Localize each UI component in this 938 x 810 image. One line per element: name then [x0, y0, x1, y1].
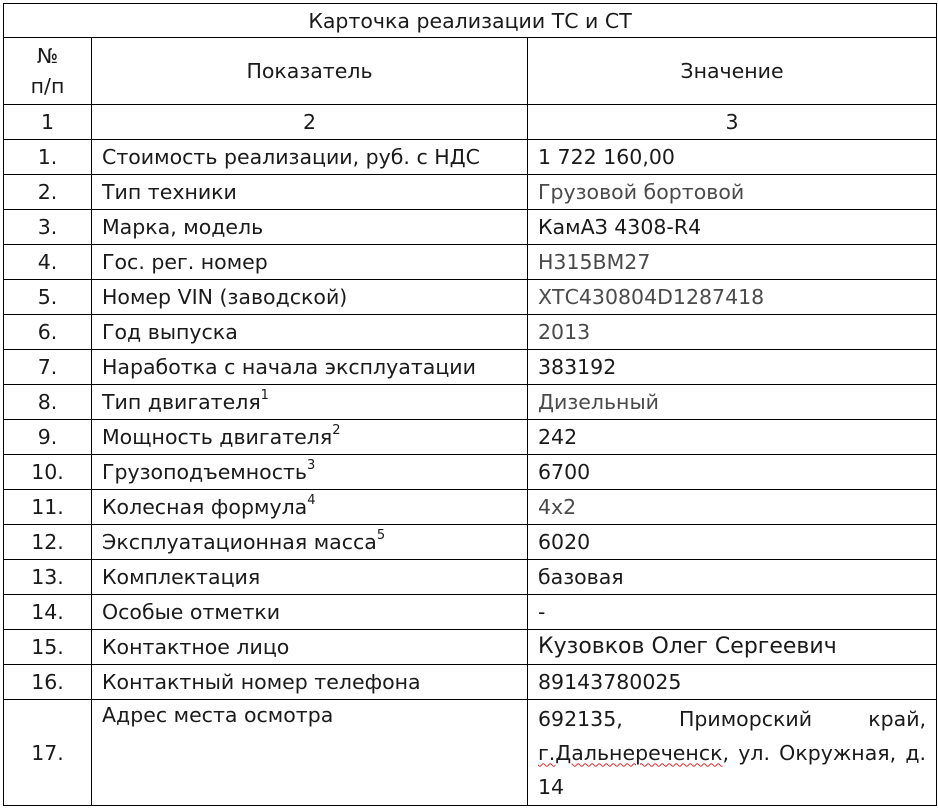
address-line-2	[538, 736, 926, 770]
address-street: , ул. Окружная, д.	[722, 740, 927, 765]
table-row	[4, 210, 937, 245]
address-line-3: 14	[538, 774, 565, 799]
table-row	[4, 280, 937, 315]
address-city: г.Дальнереченск	[538, 740, 723, 765]
row-number: 5.	[4, 280, 92, 315]
column-numbers-row	[4, 105, 937, 140]
row-value: 2013	[528, 315, 937, 350]
row-number: 2.	[4, 175, 92, 210]
row-number: 3.	[4, 210, 92, 245]
row-value: 4х2	[528, 490, 937, 525]
row-number: 6.	[4, 315, 92, 350]
row-label: Эксплуатационная масса	[102, 530, 377, 554]
row-value: Дизельный	[528, 385, 937, 420]
table-row	[4, 175, 937, 210]
column-number-3: 3	[528, 105, 937, 140]
row-value: 242	[528, 420, 937, 455]
row-number: 10.	[4, 455, 92, 490]
row-label: Грузоподъемность	[102, 460, 308, 484]
row-value: 383192	[528, 350, 937, 385]
row-value: ХТС430804D1287418	[528, 280, 937, 315]
row-number: 7.	[4, 350, 92, 385]
row-label: Особые отметки	[92, 595, 528, 630]
table-row	[4, 315, 937, 350]
header-indicator: Показатель	[92, 38, 528, 105]
table-row	[4, 140, 937, 175]
row-number: 4.	[4, 245, 92, 280]
table-row	[4, 525, 937, 560]
table-row	[4, 350, 937, 385]
table-row	[4, 420, 937, 455]
header-value: Значение	[528, 38, 937, 105]
row-label: Контактное лицо	[92, 630, 528, 665]
row-label: Год выпуска	[92, 315, 528, 350]
header-number-pp: п/п	[30, 74, 65, 98]
row-number: 16.	[4, 665, 92, 700]
header-number-cell	[4, 38, 92, 105]
row-label: Колесная формула	[102, 495, 308, 519]
table-row	[4, 595, 937, 630]
table-row	[4, 490, 937, 525]
table-row	[4, 700, 937, 806]
address-line-1: 692135, Приморский край,	[538, 706, 927, 731]
row-number: 13.	[4, 560, 92, 595]
row-value: Грузовой бортовой	[528, 175, 937, 210]
row-label: Мощность двигателя	[102, 425, 333, 449]
row-label-cell	[92, 525, 528, 560]
footnote-marker: 5	[376, 528, 386, 544]
row-number: 8.	[4, 385, 92, 420]
row-label: Контактный номер телефона	[92, 665, 528, 700]
table-row	[4, 665, 937, 700]
row-value: Кузовков Олег Сергеевич	[528, 630, 937, 665]
row-value: 6700	[528, 455, 937, 490]
column-number-1: 1	[4, 105, 92, 140]
footnote-marker: 2	[332, 423, 341, 439]
header-row	[4, 38, 937, 105]
row-value: 1 722 160,00	[528, 140, 937, 175]
row-number: 15.	[4, 630, 92, 665]
row-value: -	[528, 595, 937, 630]
table-row	[4, 630, 937, 665]
column-number-2: 2	[92, 105, 528, 140]
row-label-cell	[92, 490, 528, 525]
row-label: Марка, модель	[92, 210, 528, 245]
row-value: базовая	[528, 560, 937, 595]
row-label: Комплектация	[92, 560, 528, 595]
row-number: 1.	[4, 140, 92, 175]
row-label: Тип двигателя	[102, 390, 261, 414]
table-row	[4, 245, 937, 280]
row-label-cell	[92, 455, 528, 490]
row-number: 11.	[4, 490, 92, 525]
table-row	[4, 385, 937, 420]
row-value: КамАЗ 4308-R4	[528, 210, 937, 245]
row-number: 17.	[4, 700, 92, 806]
row-number: 9.	[4, 420, 92, 455]
row-label-cell	[92, 420, 528, 455]
row-value: 89143780025	[528, 665, 937, 700]
row-value: Н315ВМ27	[528, 245, 937, 280]
title-row	[4, 4, 937, 38]
row-value: 6020	[528, 525, 937, 560]
row-number: 14.	[4, 595, 92, 630]
row-label: Наработка с начала эксплуатации	[92, 350, 528, 385]
row-label: Тип техники	[92, 175, 528, 210]
footnote-marker: 4	[307, 493, 316, 509]
row-label: Стоимость реализации, руб. с НДС	[92, 140, 528, 175]
row-label: Номер VIN (заводской)	[92, 280, 528, 315]
table-row	[4, 560, 937, 595]
row-number: 12.	[4, 525, 92, 560]
address-text	[538, 702, 926, 804]
sale-card-table	[3, 3, 937, 806]
table-row	[4, 455, 937, 490]
table-title: Карточка реализации ТС и СТ	[4, 4, 937, 38]
footnote-marker: 1	[260, 388, 269, 404]
footnote-marker: 3	[307, 458, 316, 474]
row-value-address	[528, 700, 937, 806]
row-label: Адрес места осмотра	[92, 700, 528, 806]
row-label-cell	[92, 385, 528, 420]
header-number-symbol: №	[36, 44, 59, 68]
row-label: Гос. рег. номер	[92, 245, 528, 280]
